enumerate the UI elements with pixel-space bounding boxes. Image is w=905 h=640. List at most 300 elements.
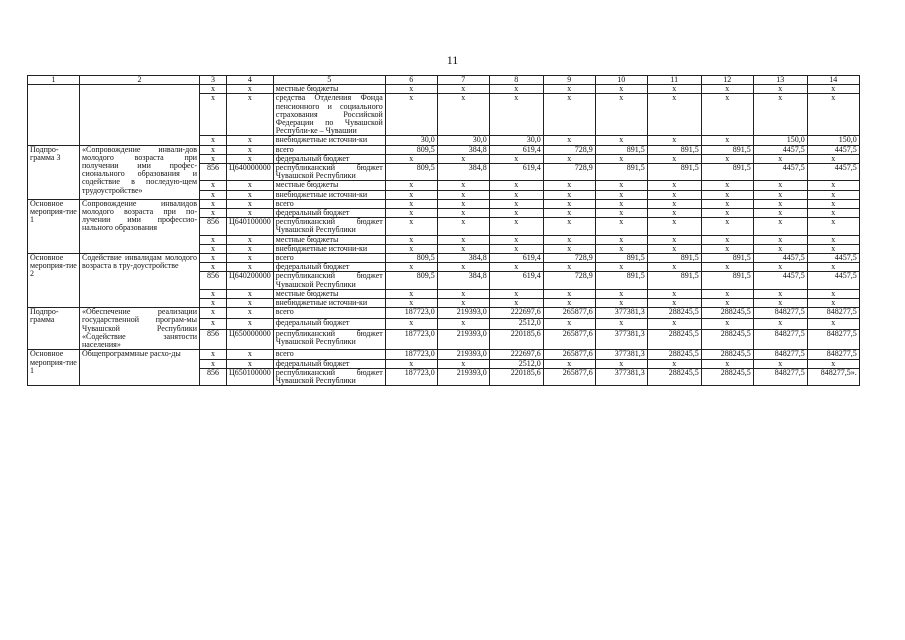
amount-cell: х bbox=[807, 181, 859, 190]
admin-code: х bbox=[200, 154, 227, 163]
amount-cell: х bbox=[437, 319, 489, 330]
amount-cell: х bbox=[595, 319, 647, 330]
target-code: Ц650100000 bbox=[227, 368, 274, 385]
amount-cell: х bbox=[489, 209, 543, 218]
amount-cell: 891,5 bbox=[701, 145, 753, 154]
amount-cell: х bbox=[437, 85, 489, 94]
amount-cell: х bbox=[595, 181, 647, 190]
amount-cell: 4457,5 bbox=[807, 254, 859, 263]
amount-cell: х bbox=[385, 319, 437, 330]
amount-cell: х bbox=[543, 218, 595, 235]
amount-cell: х bbox=[543, 299, 595, 308]
amount-cell: х bbox=[647, 319, 701, 330]
funding-source: местные бюджеты bbox=[273, 289, 385, 298]
amount-cell: х bbox=[595, 263, 647, 272]
amount-cell: х bbox=[647, 94, 701, 136]
amount-cell: 891,5 bbox=[595, 272, 647, 289]
amount-cell: х bbox=[807, 154, 859, 163]
amount-cell: 220185,6 bbox=[489, 329, 543, 349]
amount-cell: х bbox=[701, 154, 753, 163]
amount-cell: х bbox=[753, 209, 807, 218]
admin-code: х bbox=[200, 209, 227, 218]
amount-cell: х bbox=[385, 299, 437, 308]
amount-cell: х bbox=[543, 181, 595, 190]
column-number: 14 bbox=[807, 76, 859, 85]
amount-cell: х bbox=[807, 190, 859, 199]
amount-cell: х bbox=[489, 218, 543, 235]
amount-cell: х bbox=[385, 199, 437, 208]
funding-source: внебюджетные источни-ки bbox=[273, 244, 385, 253]
program-title: Содействие инвалидам молодого возраста в тру-доустройстве bbox=[80, 254, 200, 308]
amount-cell: 288245,5 bbox=[647, 329, 701, 349]
amount-cell: 265877,6 bbox=[543, 329, 595, 349]
column-number: 3 bbox=[200, 76, 227, 85]
amount-cell: 384,8 bbox=[437, 254, 489, 263]
amount-cell: х bbox=[701, 244, 753, 253]
funding-source: федеральный бюджет bbox=[273, 209, 385, 218]
admin-code: 856 bbox=[200, 329, 227, 349]
amount-cell: х bbox=[489, 244, 543, 253]
amount-cell: 619,4 bbox=[489, 164, 543, 181]
page-number: 11 bbox=[446, 53, 459, 67]
amount-cell: х bbox=[753, 218, 807, 235]
amount-cell: х bbox=[701, 209, 753, 218]
program-label: Основное мероприя-тие 1 bbox=[28, 350, 80, 386]
amount-cell: 4457,5 bbox=[807, 164, 859, 181]
target-code: х bbox=[227, 289, 274, 298]
amount-cell: х bbox=[807, 299, 859, 308]
admin-code: 856 bbox=[200, 218, 227, 235]
funding-source: местные бюджеты bbox=[273, 235, 385, 244]
amount-cell: х bbox=[647, 218, 701, 235]
amount-cell: х bbox=[543, 319, 595, 330]
amount-cell: х bbox=[753, 289, 807, 298]
amount-cell: х bbox=[647, 299, 701, 308]
amount-cell: х bbox=[647, 209, 701, 218]
amount-cell: х bbox=[385, 209, 437, 218]
amount-cell: х bbox=[753, 154, 807, 163]
funding-source: федеральный бюджет bbox=[273, 263, 385, 272]
admin-code: х bbox=[200, 136, 227, 145]
amount-cell: х bbox=[753, 199, 807, 208]
amount-cell: 891,5 bbox=[701, 254, 753, 263]
amount-cell: 150,0 bbox=[753, 136, 807, 145]
amount-cell: 891,5 bbox=[647, 145, 701, 154]
target-code: х bbox=[227, 181, 274, 190]
admin-code: х bbox=[200, 263, 227, 272]
target-code: х bbox=[227, 254, 274, 263]
amount-cell: 891,5 bbox=[595, 254, 647, 263]
amount-cell: 848277,5 bbox=[753, 308, 807, 319]
amount-cell: х bbox=[437, 218, 489, 235]
amount-cell: х bbox=[647, 136, 701, 145]
amount-cell: 2512,0 bbox=[489, 319, 543, 330]
target-code: х bbox=[227, 199, 274, 208]
admin-code: х bbox=[200, 235, 227, 244]
target-code: Ц640000000 bbox=[227, 164, 274, 181]
amount-cell: х bbox=[807, 263, 859, 272]
amount-cell: х bbox=[437, 244, 489, 253]
target-code: х bbox=[227, 94, 274, 136]
admin-code: х bbox=[200, 94, 227, 136]
program-label: Основное мероприя-тие 2 bbox=[28, 254, 80, 308]
amount-cell: х bbox=[647, 190, 701, 199]
target-code: х bbox=[227, 154, 274, 163]
admin-code: х bbox=[200, 85, 227, 94]
amount-cell: 377381,3 bbox=[595, 350, 647, 359]
amount-cell: х bbox=[543, 136, 595, 145]
amount-cell: х bbox=[807, 209, 859, 218]
column-number: 13 bbox=[753, 76, 807, 85]
amount-cell: х bbox=[595, 299, 647, 308]
amount-cell: х bbox=[543, 289, 595, 298]
amount-cell: х bbox=[595, 218, 647, 235]
amount-cell: х bbox=[701, 235, 753, 244]
amount-cell: 219393,0 bbox=[437, 308, 489, 319]
table-row bbox=[28, 145, 860, 154]
amount-cell: х bbox=[437, 235, 489, 244]
amount-cell: х bbox=[701, 218, 753, 235]
amount-cell: 288245,5 bbox=[701, 308, 753, 319]
amount-cell: 2512,0 bbox=[489, 359, 543, 368]
admin-code: 856 bbox=[200, 368, 227, 385]
amount-cell: 30,0 bbox=[437, 136, 489, 145]
budget-table bbox=[27, 75, 860, 386]
target-code: х bbox=[227, 319, 274, 330]
amount-cell: х bbox=[701, 263, 753, 272]
funding-source: всего bbox=[273, 350, 385, 359]
amount-cell: х bbox=[437, 154, 489, 163]
amount-cell: 4457,5 bbox=[807, 272, 859, 289]
amount-cell: х bbox=[807, 289, 859, 298]
amount-cell: 4457,5 bbox=[753, 254, 807, 263]
target-code: х bbox=[227, 235, 274, 244]
amount-cell: 728,9 bbox=[543, 164, 595, 181]
funding-source: федеральный бюджет bbox=[273, 359, 385, 368]
amount-cell: 187723,0 bbox=[385, 368, 437, 385]
amount-cell: х bbox=[385, 244, 437, 253]
amount-cell: 848277,5 bbox=[807, 329, 859, 349]
program-title bbox=[80, 85, 200, 145]
amount-cell: 265877,6 bbox=[543, 350, 595, 359]
amount-cell: х bbox=[489, 299, 543, 308]
amount-cell: х bbox=[595, 85, 647, 94]
amount-cell: х bbox=[595, 190, 647, 199]
amount-cell: х bbox=[543, 244, 595, 253]
amount-cell: 377381,3 bbox=[595, 308, 647, 319]
amount-cell: х bbox=[489, 263, 543, 272]
amount-cell: х bbox=[489, 235, 543, 244]
amount-cell: х bbox=[595, 199, 647, 208]
table-row bbox=[28, 308, 860, 319]
admin-code: х bbox=[200, 289, 227, 298]
amount-cell: х bbox=[647, 154, 701, 163]
amount-cell: 288245,5 bbox=[647, 350, 701, 359]
amount-cell: 619,4 bbox=[489, 145, 543, 154]
funding-source: федеральный бюджет bbox=[273, 319, 385, 330]
table-row bbox=[28, 350, 860, 359]
amount-cell: х bbox=[437, 190, 489, 199]
amount-cell: х bbox=[753, 359, 807, 368]
amount-cell: х bbox=[385, 235, 437, 244]
funding-source: внебюджетные источни-ки bbox=[273, 299, 385, 308]
amount-cell: х bbox=[385, 263, 437, 272]
column-number: 8 bbox=[489, 76, 543, 85]
amount-cell: 891,5 bbox=[647, 272, 701, 289]
amount-cell: х bbox=[647, 289, 701, 298]
amount-cell: 848277,5». bbox=[807, 368, 859, 385]
column-number: 5 bbox=[273, 76, 385, 85]
amount-cell: х bbox=[753, 263, 807, 272]
program-title: «Сопровождение инвали-дов молодого возраста при получении ими профес-сионального образования и содействие в последую-щем трудоустройстве» bbox=[80, 145, 200, 199]
target-code: Ц640100000 bbox=[227, 218, 274, 235]
amount-cell: х bbox=[489, 154, 543, 163]
amount-cell: х bbox=[807, 244, 859, 253]
amount-cell: 4457,5 bbox=[753, 272, 807, 289]
amount-cell: 848277,5 bbox=[753, 368, 807, 385]
admin-code: х bbox=[200, 244, 227, 253]
amount-cell: 220185,6 bbox=[489, 368, 543, 385]
amount-cell: х bbox=[807, 319, 859, 330]
funding-source: местные бюджеты bbox=[273, 85, 385, 94]
funding-source: средства Отделения Фонда пенсионного и социального страхования Российской Федерации по Чувашской Республи-ке – Чувашии bbox=[273, 94, 385, 136]
amount-cell: 848277,5 bbox=[807, 308, 859, 319]
admin-code: х bbox=[200, 254, 227, 263]
amount-cell: 288245,5 bbox=[647, 368, 701, 385]
amount-cell: 219393,0 bbox=[437, 368, 489, 385]
amount-cell: х bbox=[753, 181, 807, 190]
amount-cell: 384,8 bbox=[437, 272, 489, 289]
amount-cell: х bbox=[595, 136, 647, 145]
amount-cell: х bbox=[753, 190, 807, 199]
amount-cell: 30,0 bbox=[385, 136, 437, 145]
amount-cell: х bbox=[489, 199, 543, 208]
amount-cell: х bbox=[701, 181, 753, 190]
amount-cell: х bbox=[595, 244, 647, 253]
amount-cell: х bbox=[647, 85, 701, 94]
amount-cell: х bbox=[753, 244, 807, 253]
table-row bbox=[28, 199, 860, 208]
amount-cell: х bbox=[701, 85, 753, 94]
amount-cell: 619,4 bbox=[489, 254, 543, 263]
amount-cell: х bbox=[701, 299, 753, 308]
amount-cell: 728,9 bbox=[543, 272, 595, 289]
program-label: Подпро-грамма bbox=[28, 308, 80, 350]
target-code: Ц640200000 bbox=[227, 272, 274, 289]
amount-cell: х bbox=[647, 244, 701, 253]
amount-cell: 809,5 bbox=[385, 254, 437, 263]
amount-cell: х bbox=[437, 199, 489, 208]
amount-cell: х bbox=[543, 359, 595, 368]
program-title: Общепрограммные расхо-ды bbox=[80, 350, 200, 386]
amount-cell: 619,4 bbox=[489, 272, 543, 289]
target-code: х bbox=[227, 350, 274, 359]
funding-source: всего bbox=[273, 145, 385, 154]
amount-cell: х bbox=[701, 190, 753, 199]
amount-cell: х bbox=[437, 359, 489, 368]
amount-cell: х bbox=[385, 181, 437, 190]
admin-code: х bbox=[200, 145, 227, 154]
amount-cell: х bbox=[489, 94, 543, 136]
amount-cell: х bbox=[385, 85, 437, 94]
amount-cell: х bbox=[437, 263, 489, 272]
amount-cell: 809,5 bbox=[385, 272, 437, 289]
target-code: х bbox=[227, 209, 274, 218]
amount-cell: 288245,5 bbox=[701, 368, 753, 385]
amount-cell: 219393,0 bbox=[437, 350, 489, 359]
admin-code: х bbox=[200, 308, 227, 319]
program-label bbox=[28, 85, 80, 145]
amount-cell: х bbox=[595, 209, 647, 218]
funding-source: внебюджетные источни-ки bbox=[273, 136, 385, 145]
amount-cell: 30,0 bbox=[489, 136, 543, 145]
amount-cell: 891,5 bbox=[595, 145, 647, 154]
amount-cell: х bbox=[701, 359, 753, 368]
amount-cell: х bbox=[385, 94, 437, 136]
funding-source: республиканский бюджет Чувашской Республики bbox=[273, 218, 385, 235]
amount-cell: 222697,6 bbox=[489, 308, 543, 319]
amount-cell: х bbox=[595, 94, 647, 136]
amount-cell: 150,0 bbox=[807, 136, 859, 145]
amount-cell: 4457,5 bbox=[807, 145, 859, 154]
table-row bbox=[28, 85, 860, 94]
amount-cell: х bbox=[647, 181, 701, 190]
column-number-row bbox=[28, 76, 860, 85]
amount-cell: 222697,6 bbox=[489, 350, 543, 359]
target-code: х bbox=[227, 359, 274, 368]
funding-source: республиканский бюджет Чувашской Республики bbox=[273, 368, 385, 385]
target-code: х bbox=[227, 145, 274, 154]
amount-cell: х bbox=[753, 235, 807, 244]
program-label: Основное мероприя-тие 1 bbox=[28, 199, 80, 253]
amount-cell: х bbox=[489, 181, 543, 190]
amount-cell: х bbox=[701, 94, 753, 136]
amount-cell: х bbox=[543, 199, 595, 208]
funding-source: местные бюджеты bbox=[273, 181, 385, 190]
amount-cell: 809,5 bbox=[385, 164, 437, 181]
admin-code: х bbox=[200, 350, 227, 359]
column-number: 11 bbox=[647, 76, 701, 85]
admin-code: х bbox=[200, 190, 227, 199]
amount-cell: х bbox=[437, 94, 489, 136]
column-number: 6 bbox=[385, 76, 437, 85]
amount-cell: 384,8 bbox=[437, 164, 489, 181]
amount-cell: х bbox=[437, 299, 489, 308]
amount-cell: х bbox=[595, 289, 647, 298]
amount-cell: х bbox=[647, 263, 701, 272]
amount-cell: х bbox=[543, 190, 595, 199]
amount-cell: х bbox=[701, 289, 753, 298]
amount-cell: 728,9 bbox=[543, 145, 595, 154]
funding-source: федеральный бюджет bbox=[273, 154, 385, 163]
amount-cell: х bbox=[437, 289, 489, 298]
amount-cell: х bbox=[385, 218, 437, 235]
amount-cell: х bbox=[489, 289, 543, 298]
program-label: Подпро-грамма 3 bbox=[28, 145, 80, 199]
amount-cell: х bbox=[753, 94, 807, 136]
column-number: 12 bbox=[701, 76, 753, 85]
funding-source: всего bbox=[273, 199, 385, 208]
amount-cell: х bbox=[543, 85, 595, 94]
amount-cell: 219393,0 bbox=[437, 329, 489, 349]
amount-cell: 809,5 bbox=[385, 145, 437, 154]
amount-cell: 891,5 bbox=[647, 254, 701, 263]
admin-code: х bbox=[200, 299, 227, 308]
amount-cell: х bbox=[753, 85, 807, 94]
amount-cell: х bbox=[543, 235, 595, 244]
target-code: х bbox=[227, 85, 274, 94]
amount-cell: х bbox=[753, 319, 807, 330]
admin-code: х bbox=[200, 359, 227, 368]
amount-cell: 187723,0 bbox=[385, 350, 437, 359]
amount-cell: 728,9 bbox=[543, 254, 595, 263]
amount-cell: х bbox=[437, 181, 489, 190]
amount-cell: 891,5 bbox=[701, 272, 753, 289]
amount-cell: х bbox=[489, 85, 543, 94]
amount-cell: х bbox=[595, 235, 647, 244]
program-title: «Обеспечение реализации государственной програм-мы Чувашской Республики «Содействие занятости населения» bbox=[80, 308, 200, 350]
target-code: х bbox=[227, 308, 274, 319]
target-code: х bbox=[227, 136, 274, 145]
amount-cell: х bbox=[807, 235, 859, 244]
amount-cell: х bbox=[701, 199, 753, 208]
target-code: х bbox=[227, 244, 274, 253]
funding-source: всего bbox=[273, 308, 385, 319]
target-code: х bbox=[227, 263, 274, 272]
target-code: Ц650000000 bbox=[227, 329, 274, 349]
amount-cell: 288245,5 bbox=[647, 308, 701, 319]
amount-cell: 265877,6 bbox=[543, 308, 595, 319]
amount-cell: х bbox=[385, 289, 437, 298]
amount-cell: х bbox=[543, 94, 595, 136]
column-number: 7 bbox=[437, 76, 489, 85]
amount-cell: х bbox=[753, 299, 807, 308]
admin-code: х bbox=[200, 319, 227, 330]
amount-cell: 848277,5 bbox=[807, 350, 859, 359]
amount-cell: 377381,3 bbox=[595, 329, 647, 349]
target-code: х bbox=[227, 299, 274, 308]
amount-cell: 891,5 bbox=[647, 164, 701, 181]
amount-cell: 288245,5 bbox=[701, 350, 753, 359]
amount-cell: 384,8 bbox=[437, 145, 489, 154]
amount-cell: х bbox=[701, 319, 753, 330]
column-number: 1 bbox=[28, 76, 80, 85]
amount-cell: 891,5 bbox=[701, 164, 753, 181]
amount-cell: 4457,5 bbox=[753, 145, 807, 154]
amount-cell: х bbox=[437, 209, 489, 218]
funding-source: республиканский бюджет Чувашской Республики bbox=[273, 329, 385, 349]
target-code: х bbox=[227, 190, 274, 199]
column-number: 10 bbox=[595, 76, 647, 85]
amount-cell: х bbox=[595, 359, 647, 368]
amount-cell: х bbox=[595, 154, 647, 163]
amount-cell: х bbox=[385, 154, 437, 163]
amount-cell: х bbox=[807, 199, 859, 208]
amount-cell: х bbox=[807, 85, 859, 94]
amount-cell: 848277,5 bbox=[753, 329, 807, 349]
funding-source: республиканский бюджет Чувашской Республики bbox=[273, 164, 385, 181]
amount-cell: 848277,5 bbox=[753, 350, 807, 359]
amount-cell: х bbox=[647, 235, 701, 244]
amount-cell: 891,5 bbox=[595, 164, 647, 181]
program-title: Сопровождение инвалидов молодого возраста при по-лучении ими профессио-нального образования bbox=[80, 199, 200, 253]
amount-cell: 4457,5 bbox=[753, 164, 807, 181]
table-row bbox=[28, 254, 860, 263]
admin-code: 856 bbox=[200, 164, 227, 181]
amount-cell: х bbox=[385, 190, 437, 199]
column-number: 2 bbox=[80, 76, 200, 85]
amount-cell: 377381,3 bbox=[595, 368, 647, 385]
